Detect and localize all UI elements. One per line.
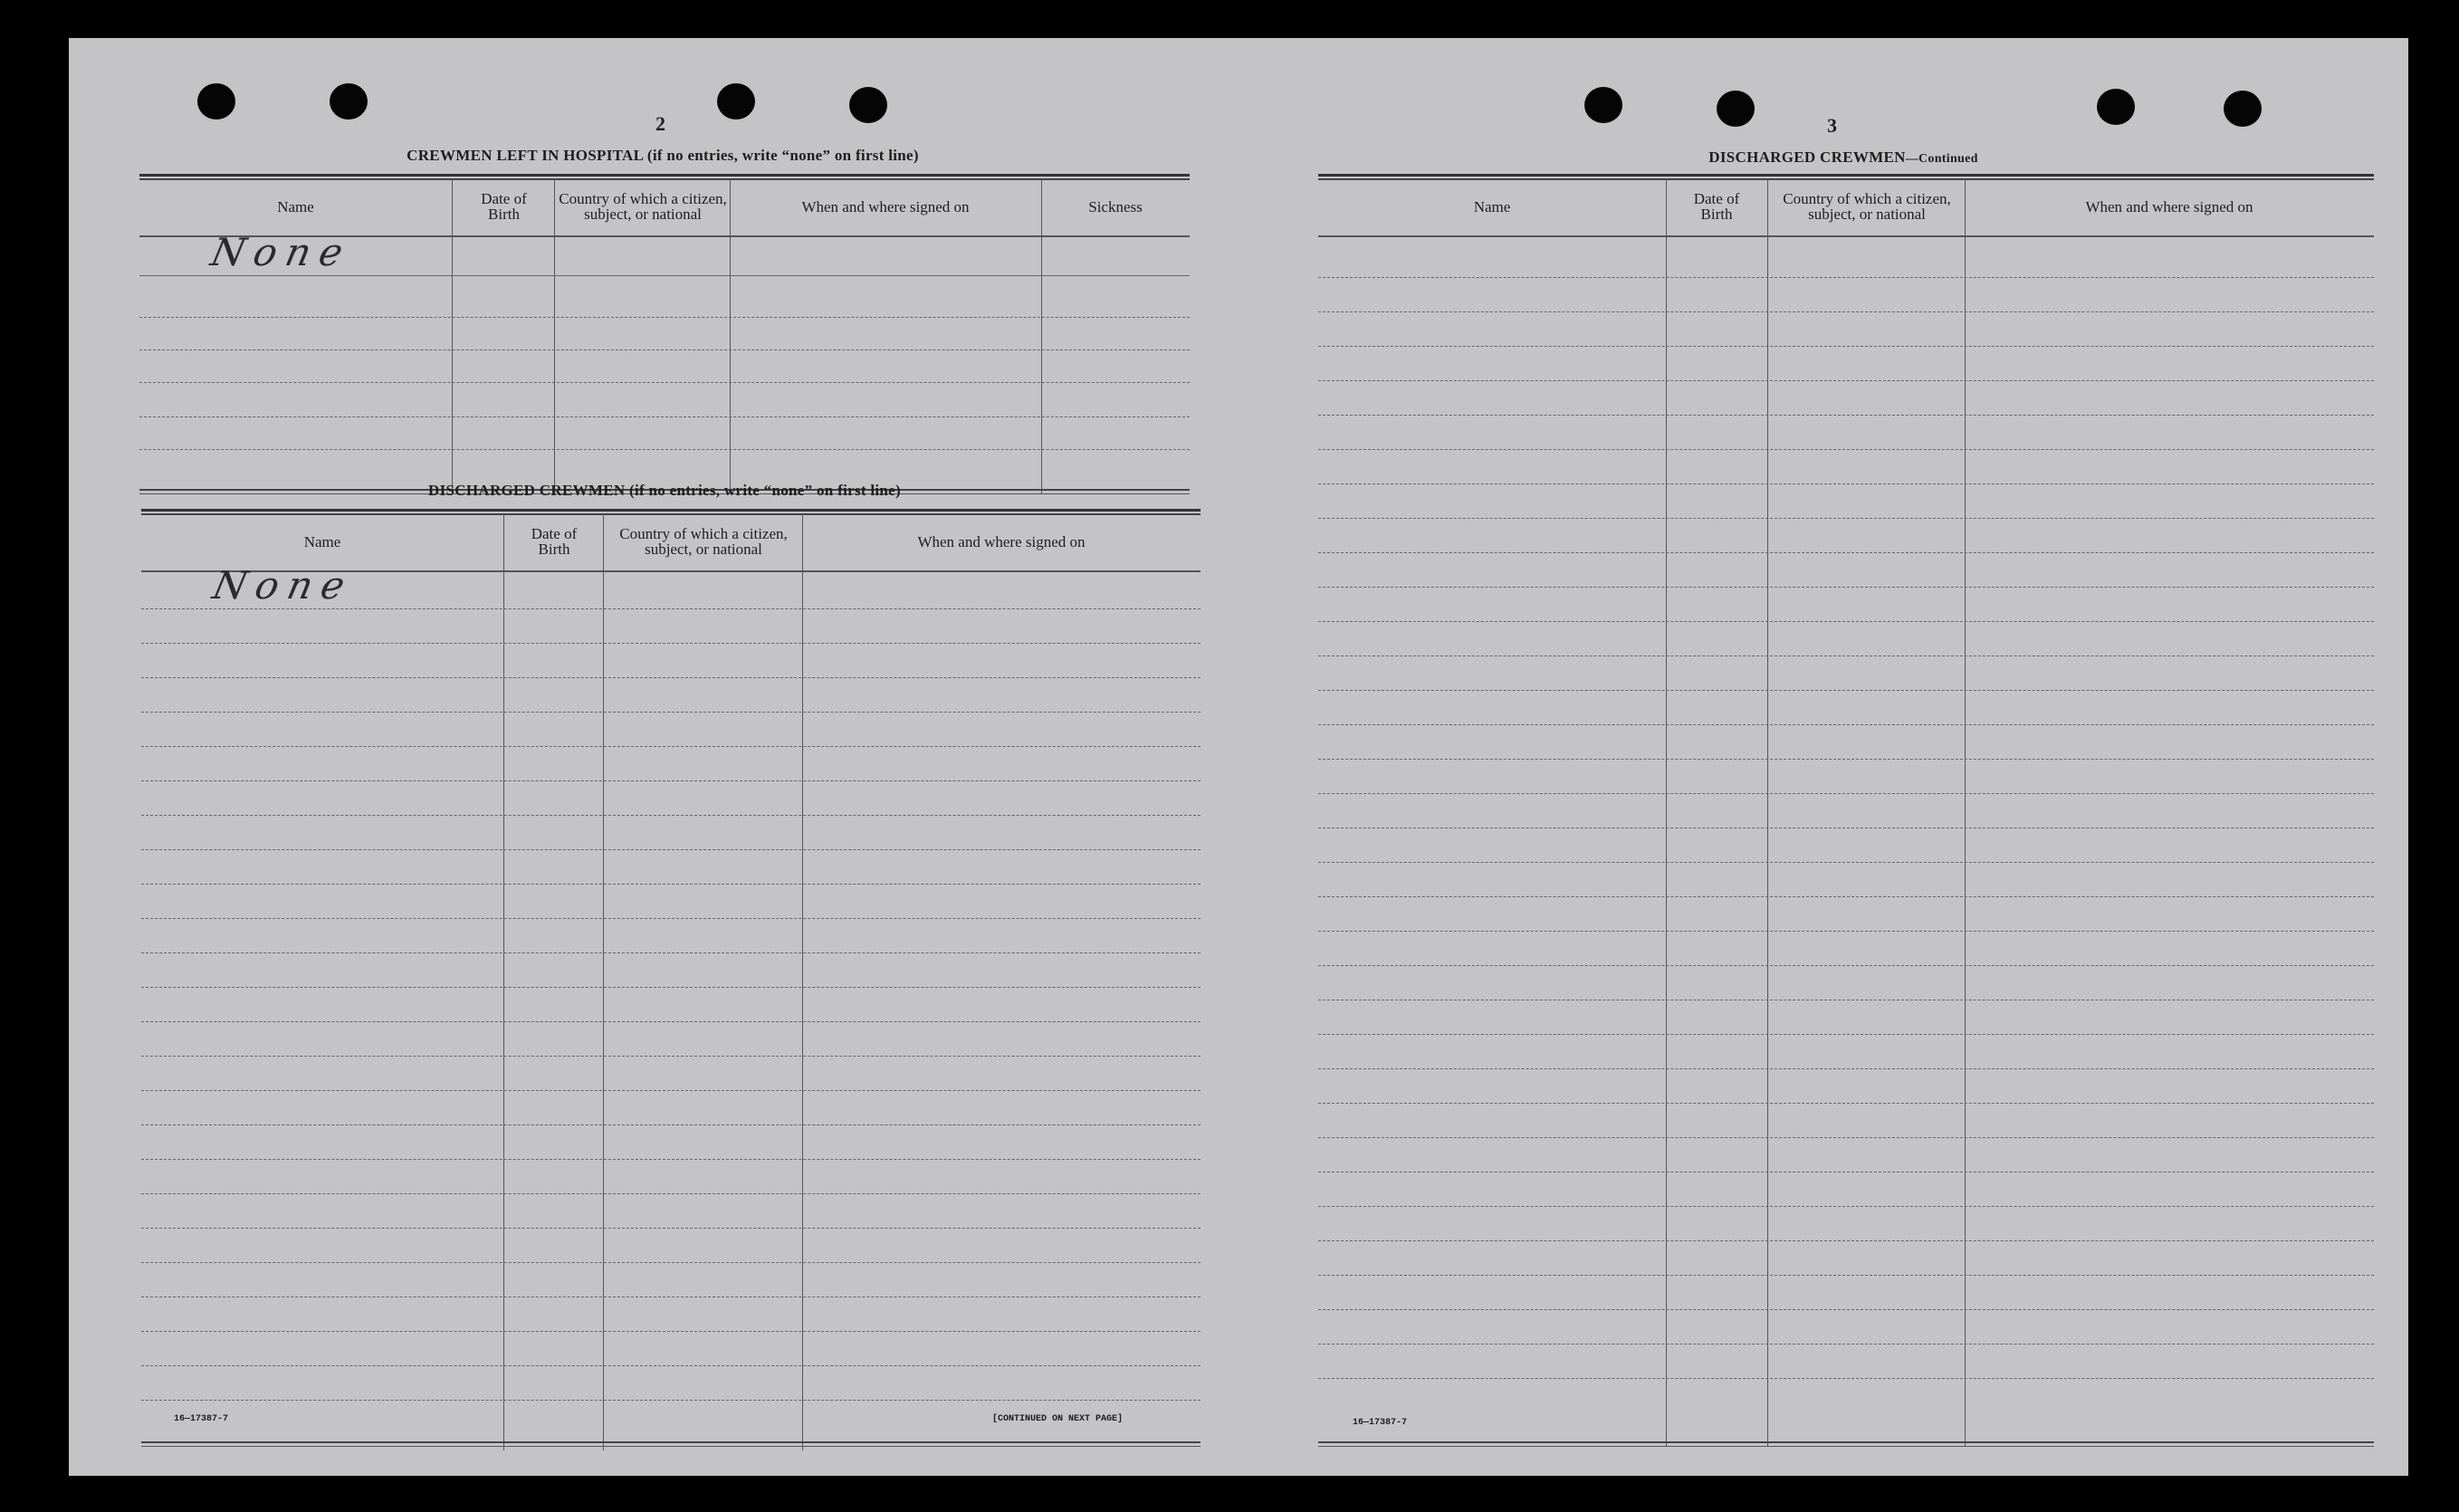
punch-hole xyxy=(717,83,755,120)
right-col-signed-on: When and where signed on xyxy=(2085,197,2253,215)
discharged-col-signed-on: When and where signed on xyxy=(917,532,1086,550)
discharged-col-date-of-birth: Date of Birth xyxy=(531,525,578,558)
discharged-table-left xyxy=(141,509,1201,1450)
hospital-handwritten-entry: None xyxy=(206,230,357,274)
hospital-table xyxy=(139,174,1190,494)
hospital-section-title: CREWMEN LEFT IN HOSPITAL (if no entries, write “none” on first line) xyxy=(407,147,919,164)
discharged-section-title: DISCHARGED CREWMEN (if no entries, write “none” on first line) xyxy=(428,482,901,499)
punch-hole xyxy=(330,83,368,120)
discharged-continued-label: DISCHARGED CREWMEN xyxy=(1708,148,1906,166)
discharged-table-right xyxy=(1318,174,2374,1447)
hospital-col-date-of-birth: Date of Birth xyxy=(481,190,527,223)
punch-hole xyxy=(849,87,887,123)
right-col-name: Name xyxy=(1473,197,1511,215)
page-number-right: 3 xyxy=(1827,114,1837,137)
punch-hole xyxy=(2097,89,2135,125)
punch-hole xyxy=(1717,91,1755,127)
hospital-col-signed-on: When and where signed on xyxy=(801,197,970,215)
punch-hole xyxy=(1584,87,1622,123)
right-col-country: Country of which a citizen, subject, or national xyxy=(1783,190,1951,223)
hospital-col-sickness: Sickness xyxy=(1088,197,1143,215)
continued-suffix: —Continued xyxy=(1905,152,1978,166)
continued-note: [CONTINUED ON NEXT PAGE] xyxy=(992,1414,1124,1424)
discharged-handwritten-entry: None xyxy=(208,563,359,608)
page-number-left: 2 xyxy=(655,112,665,135)
right-col-date-of-birth: Date of Birth xyxy=(1693,190,1740,223)
form-number-left: 16—17387-7 xyxy=(174,1414,229,1424)
hospital-col-name: Name xyxy=(277,197,314,215)
document-sheet xyxy=(69,38,2408,1476)
punch-hole xyxy=(197,83,235,120)
punch-hole xyxy=(2224,91,2262,127)
form-number-right: 16—17387-7 xyxy=(1353,1418,1408,1428)
discharged-col-name: Name xyxy=(303,532,341,550)
hospital-col-country: Country of which a citizen, subject, or national xyxy=(559,190,727,223)
discharged-col-country: Country of which a citizen, subject, or national xyxy=(619,525,788,558)
discharged-continued-title xyxy=(1318,148,2368,167)
